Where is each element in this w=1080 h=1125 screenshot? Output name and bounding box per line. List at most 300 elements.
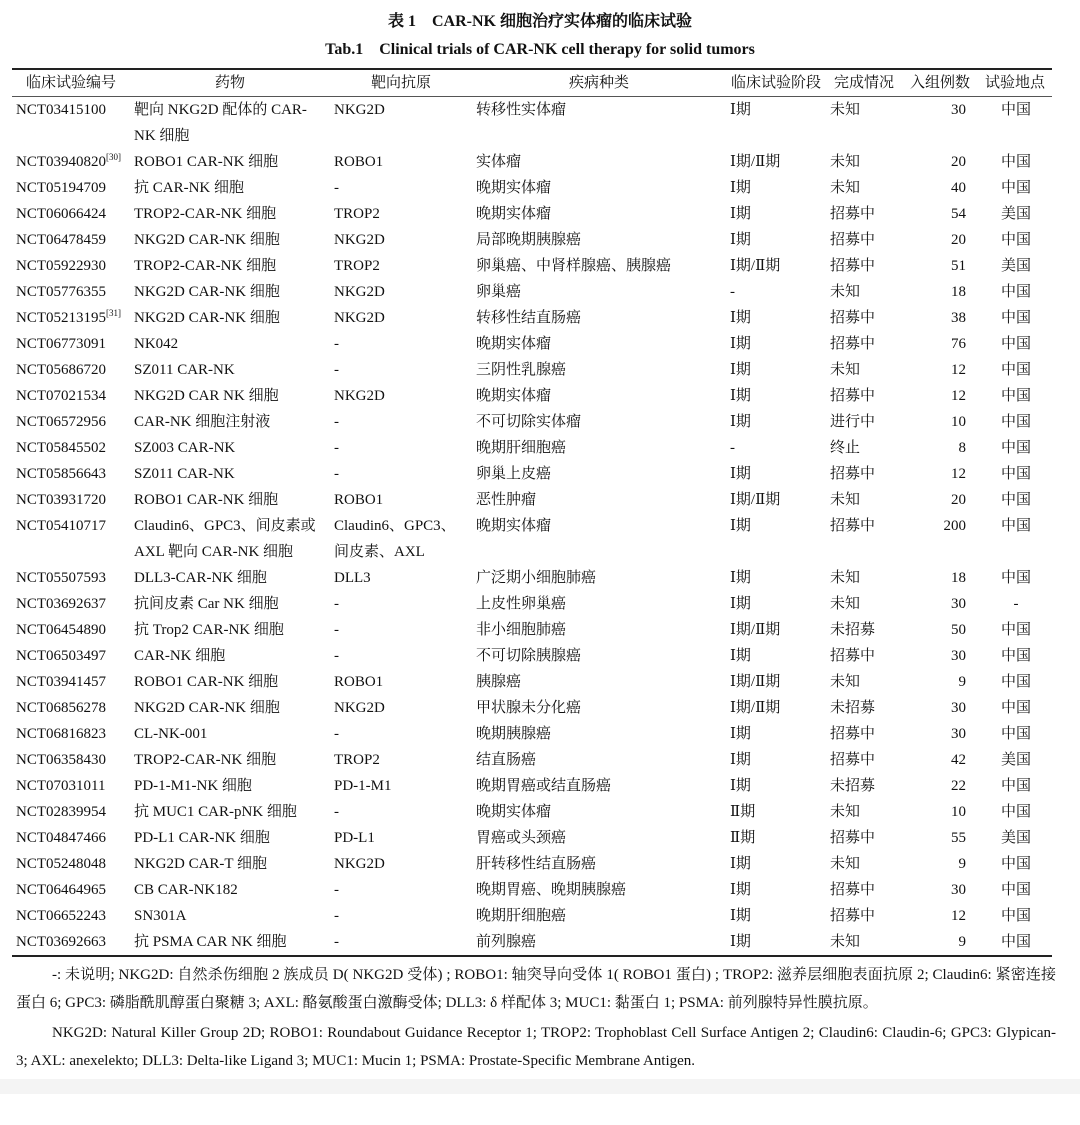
phase-text: Ⅰ期 xyxy=(730,336,751,352)
cell-phase xyxy=(726,669,826,695)
status-text: 招募中 xyxy=(830,232,876,248)
antigen-text: TROP2 xyxy=(334,752,380,768)
footnote-cn: -: 未说明; NKG2D: 自然杀伤细胞 2 族成员 D( NKG2D 受体) ; ROBO1: 轴突导向受体 1( ROBO1 蛋白) ; TROP2: 滋养层细胞表面抗原 2; Claudin6: 紧密连接蛋白 6; GPC3: 磷脂酰肌醇蛋白聚糖 3; AXL: 酪氨酸蛋白激酶受体; DLL3: δ 样配体 3; MUC1: 黏蛋白 1; PSMA: 前列腺特异性膜抗原。 xyxy=(16,967,1056,1011)
loc-text: 中国 xyxy=(1000,154,1031,170)
cell-drug xyxy=(130,253,330,279)
column-header: 疾病种类 xyxy=(568,75,629,91)
cell-n xyxy=(902,877,978,903)
status-text: 招募中 xyxy=(830,830,876,846)
loc-text: 美国 xyxy=(1000,206,1031,222)
column-header: 完成情况 xyxy=(833,75,894,91)
cell-phase xyxy=(726,565,826,591)
n-text: 38 xyxy=(951,310,966,326)
antigen-text: - xyxy=(334,804,339,820)
cell-drug xyxy=(130,591,330,617)
cell-drug xyxy=(130,461,330,487)
cell-drug xyxy=(130,487,330,513)
drug-text: CL-NK-001 xyxy=(134,726,208,742)
cell-phase xyxy=(726,773,826,799)
cell-disease xyxy=(472,721,726,747)
cell-antigen xyxy=(330,279,472,305)
cell-phase xyxy=(726,487,826,513)
n-text: 76 xyxy=(951,336,966,352)
status-text: 未知 xyxy=(830,856,861,872)
cell-phase xyxy=(726,331,826,357)
drug-text: NKG2D CAR-NK 细胞 xyxy=(134,310,280,326)
table-row xyxy=(12,97,1052,150)
drug-text: 抗 CAR-NK 细胞 xyxy=(134,180,245,196)
antigen-text: ROBO1 xyxy=(334,674,384,690)
status-text: 未知 xyxy=(830,674,861,690)
table-row xyxy=(12,669,1052,695)
loc-text: 中国 xyxy=(1000,518,1031,534)
cell-antigen xyxy=(330,461,472,487)
loc-text: 中国 xyxy=(1000,284,1031,300)
disease-text: 甲状腺未分化癌 xyxy=(476,700,582,716)
cell-id xyxy=(12,877,130,903)
cell-n xyxy=(902,565,978,591)
cell-id xyxy=(12,487,130,513)
cell-drug xyxy=(130,851,330,877)
n-text: 18 xyxy=(951,284,966,300)
cell-loc xyxy=(978,383,1052,409)
cell-status xyxy=(826,877,902,903)
antigen-text: - xyxy=(334,934,339,950)
id-text: NCT05194709 xyxy=(16,180,106,196)
cell-n xyxy=(902,461,978,487)
n-text: 12 xyxy=(951,908,966,924)
cell-n xyxy=(902,175,978,201)
phase-text: Ⅰ期/Ⅱ期 xyxy=(730,258,781,274)
n-text: 30 xyxy=(951,648,966,664)
cell-status xyxy=(826,461,902,487)
cell-status xyxy=(826,669,902,695)
cell-disease xyxy=(472,383,726,409)
disease-text: 肝转移性结直肠癌 xyxy=(476,856,597,872)
cell-n xyxy=(902,435,978,461)
cell-n xyxy=(902,97,978,150)
loc-text: 中国 xyxy=(1000,440,1031,456)
cell-disease xyxy=(472,643,726,669)
cell-status xyxy=(826,253,902,279)
cell-disease xyxy=(472,305,726,331)
drug-text: 抗 PSMA CAR NK 细胞 xyxy=(134,934,287,950)
status-text: 未知 xyxy=(830,362,861,378)
status-text: 未知 xyxy=(830,154,861,170)
antigen-text: DLL3 xyxy=(334,570,371,586)
id-text: NCT05686720 xyxy=(16,362,106,378)
cell-phase xyxy=(726,461,826,487)
drug-text: NK042 xyxy=(134,336,179,352)
id-text: NCT06066424 xyxy=(16,206,106,222)
cell-loc xyxy=(978,773,1052,799)
column-header: 入组例数 xyxy=(909,75,970,91)
cell-n xyxy=(902,851,978,877)
drug-text: ROBO1 CAR-NK 细胞 xyxy=(134,154,279,170)
cell-antigen xyxy=(330,357,472,383)
loc-text: 中国 xyxy=(1000,336,1031,352)
cell-disease xyxy=(472,97,726,150)
antigen-text: NKG2D xyxy=(334,856,385,872)
disease-text: 胰腺癌 xyxy=(476,674,522,690)
cell-n xyxy=(902,201,978,227)
cell-status xyxy=(826,643,902,669)
status-text: 招募中 xyxy=(830,518,876,534)
cell-antigen xyxy=(330,227,472,253)
cell-antigen xyxy=(330,487,472,513)
cell-n xyxy=(902,383,978,409)
table-row xyxy=(12,825,1052,851)
phase-text: Ⅰ期 xyxy=(730,180,751,196)
id-text: NCT03692637 xyxy=(16,596,106,612)
drug-text: CAR-NK 细胞 xyxy=(134,648,226,664)
table-header-row xyxy=(12,69,1052,97)
loc-text: 中国 xyxy=(1000,466,1031,482)
cell-phase xyxy=(726,435,826,461)
cell-disease xyxy=(472,149,726,175)
cell-loc xyxy=(978,825,1052,851)
cell-status xyxy=(826,435,902,461)
disease-text: 不可切除实体瘤 xyxy=(476,414,582,430)
table-row xyxy=(12,201,1052,227)
cell-disease xyxy=(472,331,726,357)
cell-status xyxy=(826,175,902,201)
cell-disease xyxy=(472,487,726,513)
cell-status xyxy=(826,851,902,877)
cell-phase xyxy=(726,643,826,669)
cell-phase xyxy=(726,825,826,851)
disease-text: 卵巢癌、中肾样腺癌、胰腺癌 xyxy=(476,258,672,274)
drug-text: 抗 MUC1 CAR-pNK 细胞 xyxy=(134,804,297,820)
status-text: 招募中 xyxy=(830,908,876,924)
cell-drug xyxy=(130,695,330,721)
cell-id xyxy=(12,565,130,591)
cell-status xyxy=(826,617,902,643)
loc-text: 中国 xyxy=(1000,674,1031,690)
cell-phase xyxy=(726,201,826,227)
n-text: 9 xyxy=(958,934,966,950)
loc-text: - xyxy=(1013,596,1019,612)
table-row xyxy=(12,435,1052,461)
table-row xyxy=(12,253,1052,279)
phase-text: Ⅰ期/Ⅱ期 xyxy=(730,700,781,716)
status-text: 招募中 xyxy=(830,726,876,742)
cell-id xyxy=(12,461,130,487)
table-row xyxy=(12,695,1052,721)
status-text: 未知 xyxy=(830,570,861,586)
table-row xyxy=(12,305,1052,331)
cell-disease xyxy=(472,591,726,617)
cell-disease xyxy=(472,565,726,591)
antigen-text: - xyxy=(334,414,339,430)
cell-n xyxy=(902,253,978,279)
status-text: 招募中 xyxy=(830,258,876,274)
status-text: 未知 xyxy=(830,102,861,118)
id-text: NCT07031011 xyxy=(16,778,106,794)
cell-status xyxy=(826,487,902,513)
cell-drug xyxy=(130,227,330,253)
id-text: NCT03940820 xyxy=(16,154,106,170)
n-text: 30 xyxy=(951,726,966,742)
cell-loc xyxy=(978,513,1052,565)
drug-text: 抗 Trop2 CAR-NK 细胞 xyxy=(134,622,284,638)
phase-text: - xyxy=(730,440,735,456)
cell-drug xyxy=(130,97,330,150)
n-text: 200 xyxy=(943,518,966,534)
cell-drug xyxy=(130,357,330,383)
cell-phase xyxy=(726,617,826,643)
cell-n xyxy=(902,227,978,253)
phase-text: Ⅰ期 xyxy=(730,726,751,742)
status-text: 招募中 xyxy=(830,752,876,768)
cell-n xyxy=(902,305,978,331)
table-row xyxy=(12,617,1052,643)
cell-status xyxy=(826,591,902,617)
cell-id xyxy=(12,357,130,383)
cell-n xyxy=(902,617,978,643)
drug-text: CAR-NK 细胞注射液 xyxy=(134,414,271,430)
cell-antigen xyxy=(330,669,472,695)
loc-text: 中国 xyxy=(1000,362,1031,378)
cell-id xyxy=(12,643,130,669)
disease-text: 上皮性卵巢癌 xyxy=(476,596,567,612)
cell-loc xyxy=(978,747,1052,773)
cell-phase xyxy=(726,695,826,721)
cell-antigen xyxy=(330,97,472,150)
cell-id xyxy=(12,253,130,279)
id-text: NCT06464965 xyxy=(16,882,106,898)
cell-loc xyxy=(978,591,1052,617)
disease-text: 转移性实体瘤 xyxy=(476,102,567,118)
cell-loc xyxy=(978,799,1052,825)
drug-text: TROP2-CAR-NK 细胞 xyxy=(134,258,277,274)
cell-n xyxy=(902,929,978,956)
cell-antigen xyxy=(330,149,472,175)
phase-text: Ⅰ期 xyxy=(730,518,751,534)
cell-phase xyxy=(726,175,826,201)
disease-text: 前列腺癌 xyxy=(476,934,537,950)
phase-text: Ⅱ期 xyxy=(730,830,756,846)
antigen-text: NKG2D xyxy=(334,700,385,716)
cell-phase xyxy=(726,929,826,956)
cell-phase xyxy=(726,97,826,150)
cell-n xyxy=(902,799,978,825)
loc-text: 中国 xyxy=(1000,778,1031,794)
cell-n xyxy=(902,825,978,851)
n-text: 30 xyxy=(951,596,966,612)
cell-disease xyxy=(472,357,726,383)
cell-disease xyxy=(472,175,726,201)
cell-disease xyxy=(472,799,726,825)
drug-text: NKG2D CAR-NK 细胞 xyxy=(134,232,280,248)
cell-drug xyxy=(130,435,330,461)
id-text: NCT06478459 xyxy=(16,232,106,248)
drug-text: ROBO1 CAR-NK 细胞 xyxy=(134,674,279,690)
table-row xyxy=(12,799,1052,825)
drug-text: NKG2D CAR NK 细胞 xyxy=(134,388,279,404)
cell-disease xyxy=(472,747,726,773)
cell-antigen xyxy=(330,331,472,357)
cell-status xyxy=(826,201,902,227)
cell-loc xyxy=(978,617,1052,643)
status-text: 终止 xyxy=(830,440,861,456)
cell-loc xyxy=(978,227,1052,253)
status-text: 未知 xyxy=(830,180,861,196)
cell-status xyxy=(826,97,902,150)
phase-text: Ⅰ期 xyxy=(730,908,751,924)
cell-status xyxy=(826,513,902,565)
table-title-en: Tab.1 Clinical trials of CAR-NK cell therapy for solid tumors xyxy=(325,41,755,58)
cell-drug xyxy=(130,149,330,175)
cell-disease xyxy=(472,695,726,721)
drug-text: SZ011 CAR-NK xyxy=(134,362,235,378)
status-text: 未知 xyxy=(830,492,861,508)
disease-text: 晚期实体瘤 xyxy=(476,518,552,534)
drug-text: ROBO1 CAR-NK 细胞 xyxy=(134,492,279,508)
cell-loc xyxy=(978,149,1052,175)
status-text: 招募中 xyxy=(830,206,876,222)
cell-disease xyxy=(472,903,726,929)
disease-text: 晚期肝细胞癌 xyxy=(476,908,567,924)
loc-text: 美国 xyxy=(1000,258,1031,274)
status-text: 招募中 xyxy=(830,882,876,898)
cell-drug xyxy=(130,799,330,825)
cell-phase xyxy=(726,227,826,253)
table-row xyxy=(12,929,1052,956)
cell-antigen xyxy=(330,175,472,201)
status-text: 未知 xyxy=(830,284,861,300)
cell-id xyxy=(12,409,130,435)
n-text: 30 xyxy=(951,700,966,716)
cell-phase xyxy=(726,903,826,929)
cell-loc xyxy=(978,409,1052,435)
cell-antigen xyxy=(330,253,472,279)
n-text: 20 xyxy=(951,492,966,508)
loc-text: 中国 xyxy=(1000,570,1031,586)
drug-text: PD-L1 CAR-NK 细胞 xyxy=(134,830,270,846)
antigen-text: NKG2D xyxy=(334,232,385,248)
drug-text: PD-1-M1-NK 细胞 xyxy=(134,778,252,794)
cell-id xyxy=(12,695,130,721)
id-text: NCT06652243 xyxy=(16,908,106,924)
n-text: 30 xyxy=(951,882,966,898)
cell-disease xyxy=(472,773,726,799)
cell-antigen xyxy=(330,903,472,929)
cell-status xyxy=(826,773,902,799)
status-text: 未招募 xyxy=(830,700,876,716)
antigen-text: ROBO1 xyxy=(334,154,384,170)
drug-text: SN301A xyxy=(134,908,187,924)
cell-loc xyxy=(978,851,1052,877)
footnote-en: NKG2D: Natural Killer Group 2D; ROBO1: Roundabout Guidance Receptor 1; TROP2: Trophoblast Cell Surface Antigen 2; Claudin6: Claudin-6; GPC3: Glypican-3; AXL: anexelekto; DLL3: Delta-like Ligand 3; MUC1: Mucin 1; PSMA: Prostate-Specific Membrane Antigen. xyxy=(16,1025,1056,1069)
cell-id xyxy=(12,825,130,851)
drug-text: SZ011 CAR-NK xyxy=(134,466,235,482)
cell-id xyxy=(12,513,130,565)
cell-id xyxy=(12,227,130,253)
table-title-cn: 表 1 CAR-NK 细胞治疗实体瘤的临床试验 xyxy=(388,13,692,30)
disease-text: 实体瘤 xyxy=(476,154,522,170)
n-text: 55 xyxy=(951,830,966,846)
drug-text: SZ003 CAR-NK xyxy=(134,440,236,456)
cell-phase xyxy=(726,591,826,617)
cell-antigen xyxy=(330,513,472,565)
id-text: NCT03692663 xyxy=(16,934,106,950)
table-row xyxy=(12,877,1052,903)
drug-text: DLL3-CAR-NK 细胞 xyxy=(134,570,267,586)
n-text: 8 xyxy=(958,440,966,456)
antigen-text: - xyxy=(334,622,339,638)
antigen-text: - xyxy=(334,466,339,482)
cell-drug xyxy=(130,669,330,695)
table-row xyxy=(12,279,1052,305)
antigen-text: - xyxy=(334,726,339,742)
cell-antigen xyxy=(330,409,472,435)
antigen-text: TROP2 xyxy=(334,258,380,274)
n-text: 12 xyxy=(951,388,966,404)
cell-disease xyxy=(472,253,726,279)
phase-text: Ⅰ期 xyxy=(730,466,751,482)
reference-superscript: [31] xyxy=(106,308,121,318)
antigen-text: NKG2D xyxy=(334,310,385,326)
disease-text: 晚期胰腺癌 xyxy=(476,726,552,742)
disease-text: 不可切除胰腺癌 xyxy=(476,648,582,664)
cell-phase xyxy=(726,357,826,383)
cell-antigen xyxy=(330,383,472,409)
phase-text: - xyxy=(730,284,735,300)
cell-drug xyxy=(130,201,330,227)
cell-phase xyxy=(726,279,826,305)
cell-n xyxy=(902,149,978,175)
cell-antigen xyxy=(330,877,472,903)
cell-drug xyxy=(130,825,330,851)
cell-loc xyxy=(978,695,1052,721)
cell-disease xyxy=(472,929,726,956)
cell-disease xyxy=(472,201,726,227)
cell-antigen xyxy=(330,799,472,825)
id-text: NCT07021534 xyxy=(16,388,106,404)
antigen-text: NKG2D xyxy=(334,388,385,404)
cell-status xyxy=(826,565,902,591)
table-row xyxy=(12,851,1052,877)
cell-drug xyxy=(130,877,330,903)
loc-text: 中国 xyxy=(1000,908,1031,924)
table-row xyxy=(12,149,1052,175)
phase-text: Ⅰ期 xyxy=(730,414,751,430)
cell-id xyxy=(12,747,130,773)
drug-text: 靶向 NKG2D 配体的 CAR-NK 细胞 xyxy=(134,102,307,144)
disease-text: 非小细胞肺癌 xyxy=(476,622,567,638)
cell-status xyxy=(826,383,902,409)
cell-status xyxy=(826,279,902,305)
cell-antigen xyxy=(330,721,472,747)
table-row xyxy=(12,331,1052,357)
cell-antigen xyxy=(330,695,472,721)
drug-text: TROP2-CAR-NK 细胞 xyxy=(134,206,277,222)
cell-n xyxy=(902,903,978,929)
phase-text: Ⅱ期 xyxy=(730,804,756,820)
id-text: NCT03941457 xyxy=(16,674,106,690)
loc-text: 中国 xyxy=(1000,232,1031,248)
n-text: 9 xyxy=(958,856,966,872)
loc-text: 中国 xyxy=(1000,934,1031,950)
cell-loc xyxy=(978,721,1052,747)
cell-drug xyxy=(130,279,330,305)
id-text: NCT05213195 xyxy=(16,310,106,326)
cell-status xyxy=(826,929,902,956)
n-text: 50 xyxy=(951,622,966,638)
cell-loc xyxy=(978,97,1052,150)
column-header: 试验地点 xyxy=(984,75,1045,91)
